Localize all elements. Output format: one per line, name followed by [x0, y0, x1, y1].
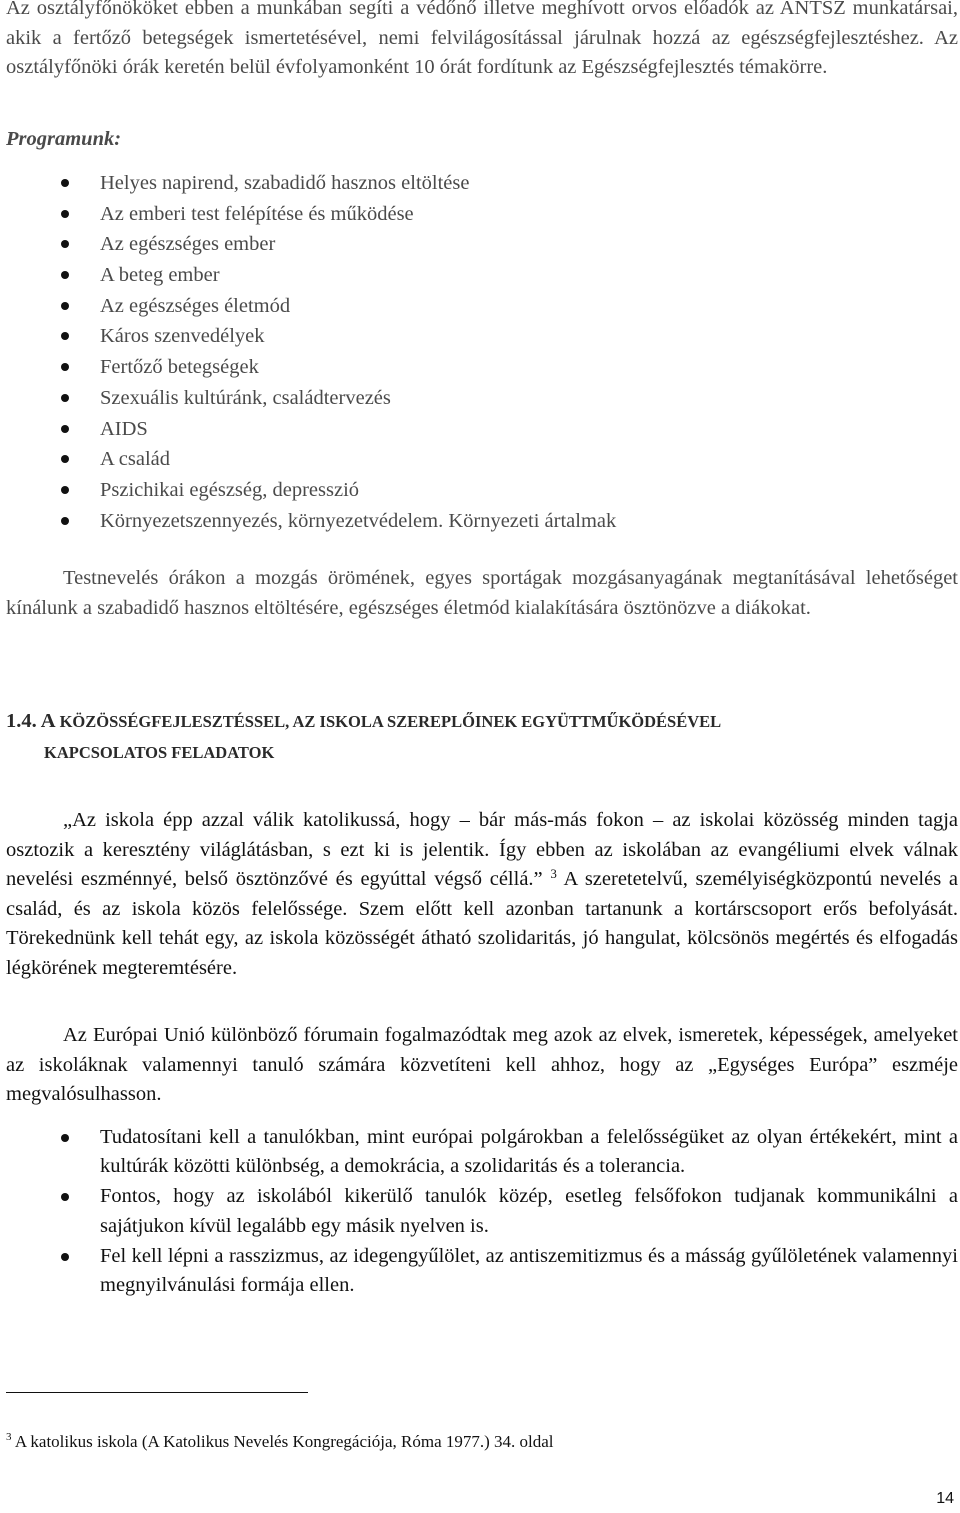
section-title-line1: KÖZÖSSÉGFEJLESZTÉSSEL, AZ ISKOLA SZEREPLŐINEK EGYÜTTMŰKÖDÉSÉVEL — [59, 712, 722, 731]
eu-paragraph: Az Európai Unió különböző fórumain fogalmazódtak meg azok az elvek, ismeretek, képességek, amelyeket az iskoláknak valamennyi tanuló számára közvetíteni kell ahhoz, hogy az „Egységes Európa” eszméje megvalósulhasson. — [6, 1024, 958, 1106]
list-item: Tudatosítani kell a tanulókban, mint európai polgárokban a felelősségüket az olyan értékekért, mint a kultúrák közötti különbség, a demokrácia, a szolidaritás és a tolerancia. — [0, 1123, 958, 1181]
list-item: A beteg ember — [0, 260, 616, 291]
list-item: Szexuális kultúránk, családtervezés — [0, 383, 616, 414]
footnote-text: A katolikus iskola (A Katolikus Nevelés Kongregációja, Róma 1977.) 34. oldal — [14, 1432, 554, 1451]
list-item: Környezetszennyezés, környezetvédelem. Környezeti ártalmak — [0, 506, 616, 537]
list-item: AIDS — [0, 414, 616, 445]
list-item: Fel kell lépni a rasszizmus, az idegengyűlölet, az antiszemitizmus és a másság gyűlöletének valamennyi megnyilvánulási formája ellen. — [0, 1242, 958, 1300]
intro-paragraph: Az osztályfőnököket ebben a munkában segíti a védőnő illetve meghívott orvos előadók az ANTSZ munkatársai, akik a fertőző betegségek ismertetésével, nemi felvilágosítással járulnak hozzá az egészségfejlesztéshez. Az osztályfőnöki órák keretén belül évfolyamonként 10 órát fordítunk az Egészségfejlesztés témakörre. — [6, 0, 958, 79]
list-item: Az emberi test felépítése és működése — [0, 199, 616, 230]
quote-continuation: A szeretetelvű, személyiségközpontú nevelés a család, és az iskola közös felelőssége. Szem előtt kell azonban tartanunk a kortárscsoport erős befolyását. Törekednünk kell tehát egy, az iskola közösségét átható szolidaritás, jó hangulat, kölcsönös megértés és elfogadás légkörének megteremtésére. — [6, 868, 958, 979]
quote-block — [6, 806, 958, 984]
page-number: 14 — [936, 1490, 954, 1507]
footnote-number: 3 — [6, 1431, 12, 1443]
section-title-line2: KAPCSOLATOS FELADATOK — [44, 743, 275, 762]
pe-paragraph: Testnevelés órákon a mozgás örömének, egyes sportágak mozgásanyagának megtanításával lehetőséget kínálunk a szabadidő hasznos eltöltésére, egészséges életmód kialakítására ösztönözve a diákokat. — [6, 567, 958, 619]
list-item: Fertőző betegségek — [0, 352, 616, 383]
list-item: Az egészséges életmód — [0, 291, 616, 322]
eu-list — [0, 1123, 958, 1301]
program-label: Programunk: — [6, 128, 122, 150]
quote-paragraph: „Az iskola épp azzal válik katolikussá, hogy – bár más-más fokon – az iskolai közösség minden tagja osztozik a keresztény világlátásban, s ezt ki is jelentik. Így ebben az iskolában az evangéliumi elvek válnak nevelési eszménnyé, belső ösztönzővé és egyúttal végső céllá.” — [6, 809, 958, 891]
list-item: Helyes napirend, szabadidő hasznos eltöltése — [0, 168, 616, 199]
list-item: Káros szenvedélyek — [0, 321, 616, 352]
list-item: Az egészséges ember — [0, 229, 616, 260]
footnote — [6, 1430, 554, 1454]
section-heading — [6, 706, 958, 768]
footnote-divider — [6, 1392, 308, 1393]
footnote-reference: 3 — [550, 866, 557, 882]
list-item: Pszichikai egészség, depresszió — [0, 475, 616, 506]
section-number: 1.4. — [6, 710, 37, 732]
program-list — [0, 168, 616, 536]
list-item: A család — [0, 444, 616, 475]
section-initial: A — [40, 710, 55, 732]
list-item: Fontos, hogy az iskolából kikerülő tanulók közép, esetleg felsőfokon tudjanak kommunikálni a sajátjukon kívül legalább egy másik nyelven is. — [0, 1182, 958, 1240]
